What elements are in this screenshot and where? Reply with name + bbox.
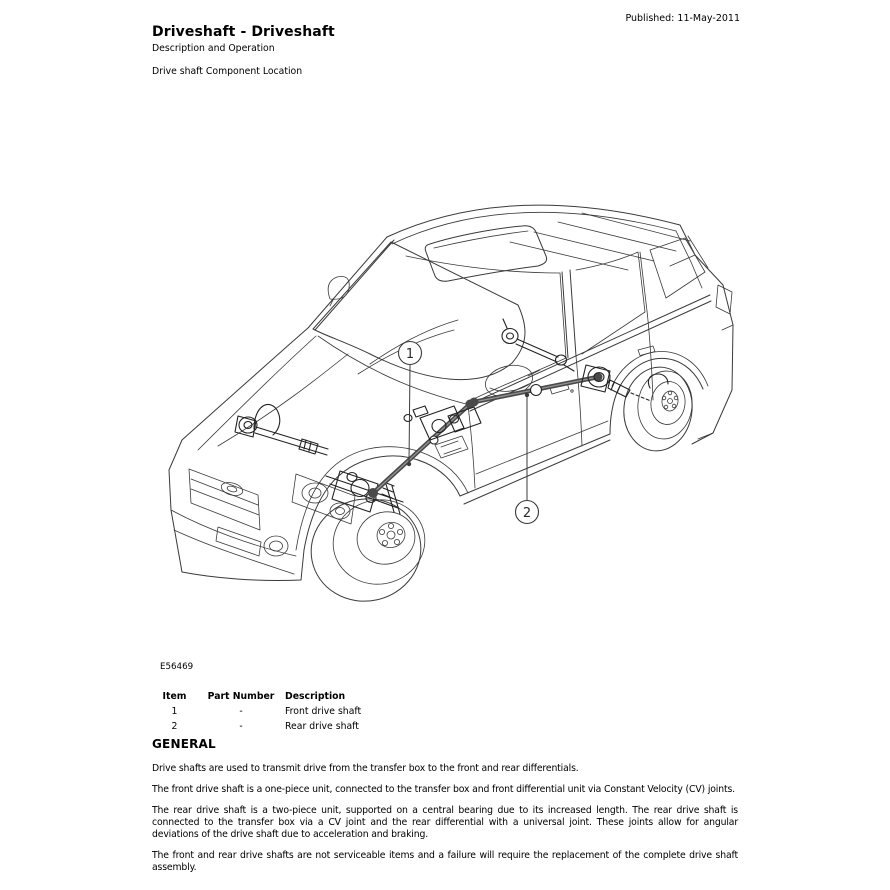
car-body-outline bbox=[169, 205, 733, 580]
published-date: Published: 11-May-2011 bbox=[625, 13, 740, 24]
paragraph: The rear drive shaft is a two-piece unit, supported on a central bearing due to its increased length. The rear drive shaft is connected to the transfer box via a CV joint and the rear differential with a universal joint. These joints allow for angular deviations of the drive shaft due to acceleration and braking. bbox=[152, 804, 738, 840]
cell-description: Rear drive shaft bbox=[285, 721, 359, 732]
parts-table bbox=[152, 689, 585, 734]
cell-item: 2 bbox=[171, 721, 178, 732]
vehicle-illustration bbox=[158, 178, 758, 658]
paragraph: The front drive shaft is a one-piece unit, connected to the transfer box and front differential unit via Constant Velocity (CV) joints. bbox=[152, 783, 735, 795]
paragraph: Drive shafts are used to transmit drive from the transfer box to the front and rear differentials. bbox=[152, 763, 579, 774]
rear-wheel bbox=[619, 363, 697, 455]
paragraph: The front and rear drive shafts are not serviceable items and a failure will require the replacement of the complete drive shaft assembly. bbox=[152, 849, 738, 873]
drivetrain bbox=[235, 319, 668, 514]
figure-caption: Drive shaft Component Location bbox=[152, 66, 303, 77]
cell-item: 1 bbox=[171, 706, 178, 717]
callout-1-leader bbox=[409, 365, 410, 463]
table-row bbox=[152, 719, 585, 734]
page-title: Driveshaft - Driveshaft bbox=[152, 24, 335, 40]
page-subtitle: Description and Operation bbox=[152, 43, 275, 54]
col-header-item: Item bbox=[162, 691, 187, 702]
general-body bbox=[152, 763, 738, 883]
cell-description: Front drive shaft bbox=[285, 706, 362, 717]
table-row bbox=[152, 704, 585, 719]
callout-1-endpoint bbox=[407, 462, 411, 466]
callout-2-endpoint bbox=[525, 393, 529, 397]
callout-2 bbox=[516, 393, 539, 524]
col-header-part-number: Part Number bbox=[207, 691, 275, 702]
parts-table-header-row bbox=[152, 689, 585, 704]
cell-part-number: - bbox=[239, 706, 243, 717]
col-header-description: Description bbox=[285, 691, 346, 702]
general-heading: GENERAL bbox=[152, 737, 216, 751]
callout-2-label: 2 bbox=[522, 506, 532, 521]
figure-code: E56469 bbox=[160, 662, 194, 672]
callout-1-label: 1 bbox=[405, 347, 415, 362]
cell-part-number: - bbox=[239, 721, 243, 732]
front-wheel bbox=[302, 489, 433, 612]
